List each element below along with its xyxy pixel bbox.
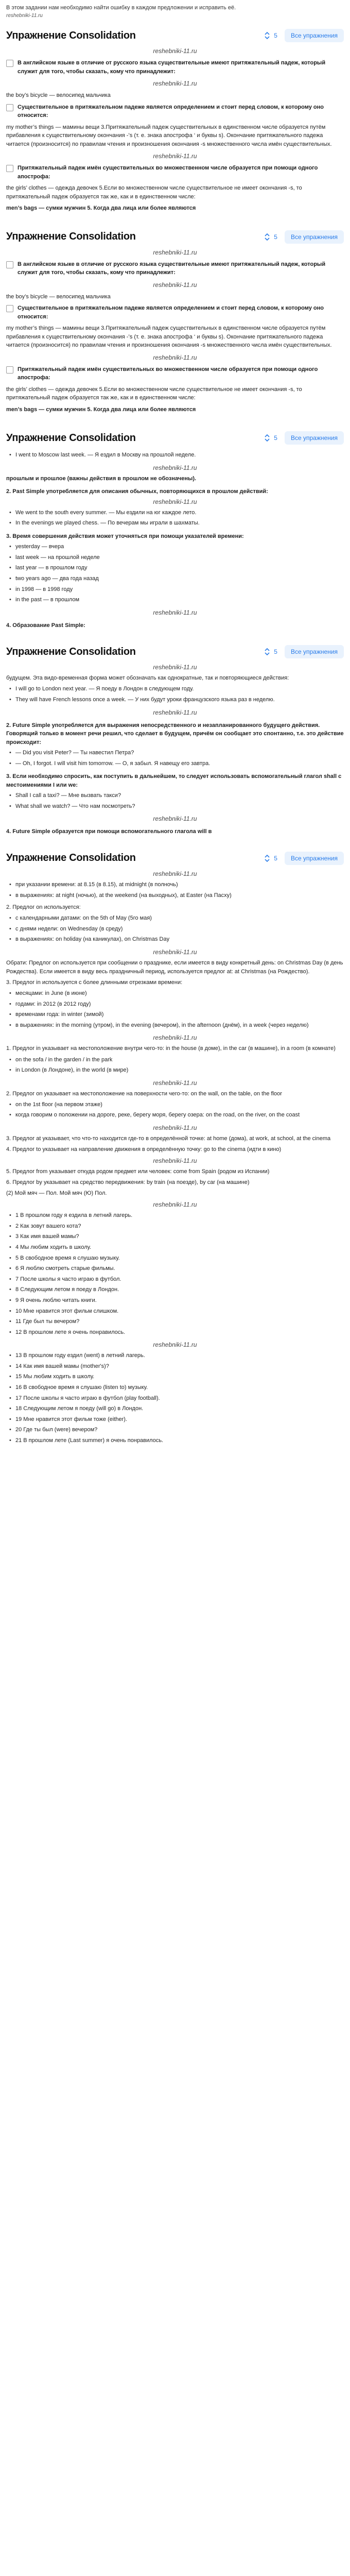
paragraph: 3. Предлог in используется с более длинными отрезками времени: <box>6 979 183 986</box>
exercise-header <box>6 225 344 248</box>
paragraph: 5. Предлог from указывает откуда родом предмет или человек: come from Spain (родом из Испании) <box>6 1168 270 1175</box>
bullet-list <box>6 791 344 811</box>
watermark: reshebniki-11.ru <box>153 498 197 505</box>
list-item: • годами: in 2012 (в 2012 году) <box>6 1000 344 1009</box>
watermark: reshebniki-11.ru <box>153 353 197 361</box>
score-counter[interactable] <box>264 648 277 655</box>
list-item: • когда говорим о положении на дороге, реке, берегу моря, берегу озера: on the road, on the river, on the coast <box>6 1111 344 1120</box>
watermark: reshebniki-11.ru <box>153 1079 197 1087</box>
watermark: reshebniki-11.ru <box>153 1201 197 1209</box>
list-item: • — Did you visit Peter? — Ты навестил Петра? <box>6 749 344 758</box>
answer-text: the boy’s bicycle — велосипед мальчика <box>6 92 111 99</box>
exercise-title: Упражнение Consolidation <box>6 29 136 41</box>
watermark: reshebniki-11.ru <box>153 664 197 671</box>
checkbox[interactable] <box>6 366 13 374</box>
watermark: reshebniki-11.ru <box>153 815 197 823</box>
list-item: • 19 Мне нравится этот фильм тоже (either). <box>6 1415 344 1425</box>
section-title: 3. Если необходимо спросить, как поступить в дальнейшем, то следует использовать вспомогательный глагол shall с местоимениями I или we: <box>6 773 342 788</box>
list-item: • 2 Как зовут вашего кота? <box>6 1222 344 1231</box>
check-item-text: Существительное в притяжательном падеже является определением и стоит перед словом, к которому оно относится: <box>18 104 324 119</box>
exercise-5 <box>0 844 350 1456</box>
answer-text: men’s bags — сумки мужчин 5. Когда два лица или более являются <box>6 406 196 413</box>
answer-text: men’s bags — сумки мужчин 5. Когда два лица или более являются <box>6 205 196 212</box>
intro-watermark: reshebniki-11.ru <box>6 12 43 19</box>
list-item: • We went to the south every summer. — Мы ездили на юг каждое лето. <box>6 509 344 518</box>
exercise-4 <box>0 638 350 844</box>
score-value: 5 <box>274 233 277 241</box>
numbered-list <box>6 1211 344 1337</box>
list-item: • in the past — в прошлом <box>6 596 344 605</box>
answer-text: the girls’ clothes — одежда девочек 5.Если во множественном числе существительное не имеет окончания -s, то притяжательный падеж образуется так же, как и в единственном числе: <box>6 185 302 200</box>
score-counter[interactable] <box>264 32 277 39</box>
score-value: 5 <box>274 648 277 656</box>
check-item <box>6 260 344 277</box>
exercise-3 <box>0 424 350 638</box>
exercise-title: Упражнение Consolidation <box>6 646 136 657</box>
list-item: • 12 В прошлом лете я очень понравилось. <box>6 1328 344 1337</box>
list-item: • временами года: in winter (зимой) <box>6 1010 344 1020</box>
list-item: • 16 В свободное время я слушаю (listen to) музыку. <box>6 1383 344 1393</box>
all-exercises-button[interactable]: Все упражнения <box>285 230 344 244</box>
list-item: • in London (в Лондоне), in the world (в мире) <box>6 1066 344 1075</box>
arrows-icon <box>264 648 271 655</box>
exercise-tools <box>264 230 344 244</box>
list-item: • on the 1st floor (на первом этаже) <box>6 1100 344 1110</box>
exercise-tools <box>264 29 344 42</box>
list-item: • в выражениях: on holiday (на каникулах), on Christmas Day <box>6 935 344 944</box>
watermark: reshebniki-11.ru <box>153 248 197 256</box>
score-value: 5 <box>274 434 277 442</box>
list-item: • 20 Где ты был (were) вечером? <box>6 1426 344 1435</box>
exercise-2 <box>0 223 350 425</box>
checkbox[interactable] <box>6 165 13 172</box>
section-title: 3. Время совершения действия может уточняться при помощи указателей времени: <box>6 533 244 539</box>
watermark: reshebniki-11.ru <box>153 1124 197 1131</box>
check-item <box>6 164 344 181</box>
paragraph: 2. Предлог on указывает на местоположение на поверхности чего-то: on the wall, on the table, on the floor <box>6 1090 282 1097</box>
exercise-header <box>6 426 344 449</box>
list-item: • Shall I call a taxi? — Мне вызвать такси? <box>6 791 344 801</box>
answer-text: the girls’ clothes — одежда девочек 5.Если во множественном числе существительное не имеет окончания -s, то притяжательный падеж образуется так же, как и в единственном числе: <box>6 386 302 401</box>
paragraph: 1. Предлог in указывает на местоположение внутри чего-то: in the house (в доме), in the car (в машине), in a room (в комнате) <box>6 1045 336 1052</box>
list-item: • месяцами: in June (в июне) <box>6 989 344 998</box>
list-item: • 14 Как имя вашей мамы (mother's)? <box>6 1362 344 1371</box>
watermark: reshebniki-11.ru <box>153 948 197 956</box>
list-item: • last year — в прошлом году <box>6 564 344 573</box>
answer-text: my mother’s things — мамины вещи 3.Притяжательный падеж существительных в единственном числе образуется путём прибавления к существительному окончания -’s (т. е. знака апострофа ‘ и буквы s). Окончание притяжательного падежа читается (произносится) по правилам чтения и произношения окончания -s множественного числа имён существительных. <box>6 325 332 349</box>
check-item-text: Притяжательный падеж имён существительных во множественном числе образуется при помощи одного апострофа: <box>18 165 318 180</box>
list-item: • 21 В прошлом лете (Last summer) я очень понравилось. <box>6 1436 344 1446</box>
section-title: 2. Future Simple употребляется для выражения непосредственного и незапланированного будущего действия. Говорящий только в момент речи решил, что сделает в будущем, причём он сообщает это спонтанно, т.е. это действие происходит: <box>6 722 344 745</box>
exercise-tools <box>264 852 344 865</box>
list-item: • 9 Я очень люблю читать книги. <box>6 1296 344 1306</box>
list-item: • in 1998 — в 1998 году <box>6 585 344 595</box>
check-item-text: В английском языке в отличие от русского языка существительные имеют притяжательный падеж, который служит для того, чтобы сказать, кому что принадлежит: <box>18 261 326 276</box>
exercise-header <box>6 640 344 663</box>
answer-text: my mother’s things — мамины вещи 3.Притяжательный падеж существительных в единственном числе образуется путём прибавления к существительному окончания -’s (т. е. знака апострофа ‘ и буквы s). Окончание притяжательного падежа читается (произносится) по правилам чтения и произношения окончания -s множественного числа имён существительных. <box>6 124 332 147</box>
check-item <box>6 365 344 382</box>
list-item: • In the evenings we played chess. — По вечерам мы играли в шахматы. <box>6 519 344 528</box>
list-item: • с днями недели: on Wednesday (в среду) <box>6 925 344 934</box>
list-item: • 17 После школы я часто играю в футбол (play football). <box>6 1394 344 1403</box>
all-exercises-button[interactable]: Все упражнения <box>285 29 344 42</box>
list-item: • They will have French lessons once a week. — У них будут уроки французского языка раз в неделю. <box>6 696 344 705</box>
exercise-tools <box>264 431 344 445</box>
all-exercises-button[interactable]: Все упражнения <box>285 645 344 658</box>
exercise-title: Упражнение Consolidation <box>6 231 136 243</box>
intro <box>0 0 350 22</box>
score-value: 5 <box>274 854 277 862</box>
watermark: reshebniki-11.ru <box>153 1034 197 1042</box>
list-item: • I went to Moscow last week. — Я ездил в Москву на прошлой неделе. <box>6 451 344 460</box>
exercise-header <box>6 846 344 869</box>
paragraph: 2. Предлог on используется: <box>6 904 81 911</box>
list-item: • в выражениях: at night (ночью), at the weekend (на выходных), at Easter (на Пасху) <box>6 891 344 901</box>
checkbox[interactable] <box>6 261 13 268</box>
list-item: • — Oh, I forgot. I will visit him tomorrow. — О, я забыл. Я навещу его завтра. <box>6 759 344 769</box>
watermark: reshebniki-11.ru <box>153 870 197 877</box>
list-item: • 4 Мы любим ходить в школу. <box>6 1243 344 1252</box>
check-item-text: Существительное в притяжательном падеже является определением и стоит перед словом, к которому оно относится: <box>18 305 324 320</box>
list-item: • 8 Следующим летом я поеду в Лондон. <box>6 1285 344 1295</box>
list-item: • при указании времени: at 8.15 (в 8.15), at midnight (в полночь) <box>6 880 344 890</box>
check-item <box>6 103 344 120</box>
bullet-list <box>6 749 344 768</box>
bullet-list <box>6 989 344 1030</box>
watermark: reshebniki-11.ru <box>153 152 197 160</box>
arrows-icon <box>264 233 271 241</box>
watermark: reshebniki-11.ru <box>153 1157 197 1165</box>
bullet-list <box>6 543 344 605</box>
all-exercises-button[interactable]: Все упражнения <box>285 431 344 445</box>
score-value: 5 <box>274 32 277 40</box>
list-item: • two years ago — два года назад <box>6 574 344 584</box>
score-counter[interactable] <box>264 434 277 442</box>
bullet-list <box>6 685 344 704</box>
watermark: reshebniki-11.ru <box>153 1341 197 1349</box>
paragraph: (2) Мой мяч — Пол. Мой мяч (Ю) Пол. <box>6 1190 107 1197</box>
arrows-icon <box>264 434 271 442</box>
watermark: reshebniki-11.ru <box>153 708 197 716</box>
list-item: • last week — на прошлой неделе <box>6 553 344 563</box>
section-title: 4. Образование Past Simple: <box>6 622 85 629</box>
arrows-icon <box>264 855 271 862</box>
list-item: • 10 Мне нравится этот фильм слишком. <box>6 1307 344 1316</box>
paragraph: прошлым и прошлое (важны действия в прошлом не обозначены). <box>6 476 197 482</box>
intro-text: В этом задании нам необходимо найти ошибку в каждом предложении и исправить её. <box>6 5 236 11</box>
list-item: • в выражениях: in the morning (утром), in the evening (вечером), in the afternoon (днём), in a week (через неделю) <box>6 1021 344 1030</box>
checkbox[interactable] <box>6 305 13 312</box>
list-item: • 6 Я люблю смотреть старые фильмы. <box>6 1264 344 1274</box>
check-item-text: В английском языке в отличие от русского языка существительные имеют притяжательный падеж, который служит для того, чтобы сказать, кому что принадлежит: <box>18 60 326 75</box>
check-item <box>6 304 344 321</box>
bullet-list <box>6 880 344 900</box>
list-item: • 5 В свободное время я слушаю музыку. <box>6 1254 344 1263</box>
arrows-icon <box>264 32 271 39</box>
paragraph: будущем. Эта видо-временная форма может обозначать как однократные, так и повторяющиеся действия: <box>6 675 289 682</box>
paragraph: 4. Предлог to указывает на направление движения в определённую точку: go to the cinema (идти в кино) <box>6 1146 282 1153</box>
list-item: • on the sofa / in the garden / in the park <box>6 1056 344 1065</box>
exercise-1 <box>0 22 350 223</box>
list-item: • с календарными датами: on the 5th of May (5го мая) <box>6 914 344 923</box>
checkbox[interactable] <box>6 60 13 67</box>
watermark: reshebniki-11.ru <box>153 608 197 616</box>
numbered-list <box>6 1351 344 1445</box>
check-item <box>6 59 344 76</box>
exercise-tools <box>264 645 344 658</box>
list-item: • 11 Где был ты вечером? <box>6 1317 344 1327</box>
watermark: reshebniki-11.ru <box>153 80 197 88</box>
watermark: reshebniki-11.ru <box>153 47 197 55</box>
bullet-list <box>6 914 344 944</box>
watermark: reshebniki-11.ru <box>153 281 197 289</box>
bullet-list <box>6 451 344 460</box>
list-item: • 3 Как имя вашей мамы? <box>6 1232 344 1242</box>
list-item: • 15 Мы любим ходить в школу. <box>6 1372 344 1382</box>
exercise-title: Упражнение Consolidation <box>6 852 136 864</box>
all-exercises-button[interactable]: Все упражнения <box>285 852 344 865</box>
list-item: • 1 В прошлом году я ездила в летний лагерь. <box>6 1211 344 1221</box>
exercise-header <box>6 24 344 46</box>
check-item-text: Притяжательный падеж имён существительных во множественном числе образуется при помощи одного апострофа: <box>18 366 318 381</box>
answer-text: the boy’s bicycle — велосипед мальчика <box>6 293 111 300</box>
list-item: • 7 После школы я часто играю в футбол. <box>6 1275 344 1284</box>
list-item: • yesterday — вчера <box>6 543 344 552</box>
list-item: • 18 Следующим летом я поеду (will go) в Лондон. <box>6 1404 344 1414</box>
section-title: 2. Past Simple употребляется для описания обычных, повторяющихся в прошлом действий: <box>6 488 268 495</box>
paragraph: 3. Предлог at указывает, что что-то находится где-то в определённой точке: at home (дома), at work, at school, at the cinema <box>6 1135 331 1142</box>
list-item: • 13 В прошлом году ездил (went) в летний лагерь. <box>6 1351 344 1361</box>
paragraph: Обрати: Предлог on используется при сообщении о празднике, если имеется в виду конкретный день: on Christmas Day (в день Рождества). Если имеется в виду весь праздничный период, используется предлог at: at Christmas (на Рождество). <box>6 959 343 975</box>
list-item: • I will go to London next year. — Я поеду в Лондон в следующем году. <box>6 685 344 694</box>
paragraph: 6. Предлог by указывает на средство передвижения: by train (на поезде), by car (на машине) <box>6 1179 250 1186</box>
bullet-list <box>6 1100 344 1120</box>
exercise-title: Упражнение Consolidation <box>6 432 136 444</box>
bullet-list <box>6 1056 344 1075</box>
watermark: reshebniki-11.ru <box>153 464 197 472</box>
section-title: 4. Future Simple образуется при помощи вспомогательного глагола will в <box>6 828 212 835</box>
list-item: • What shall we watch? — Что нам посмотреть? <box>6 802 344 811</box>
checkbox[interactable] <box>6 104 13 111</box>
score-counter[interactable] <box>264 855 277 862</box>
score-counter[interactable] <box>264 233 277 241</box>
bullet-list <box>6 509 344 528</box>
